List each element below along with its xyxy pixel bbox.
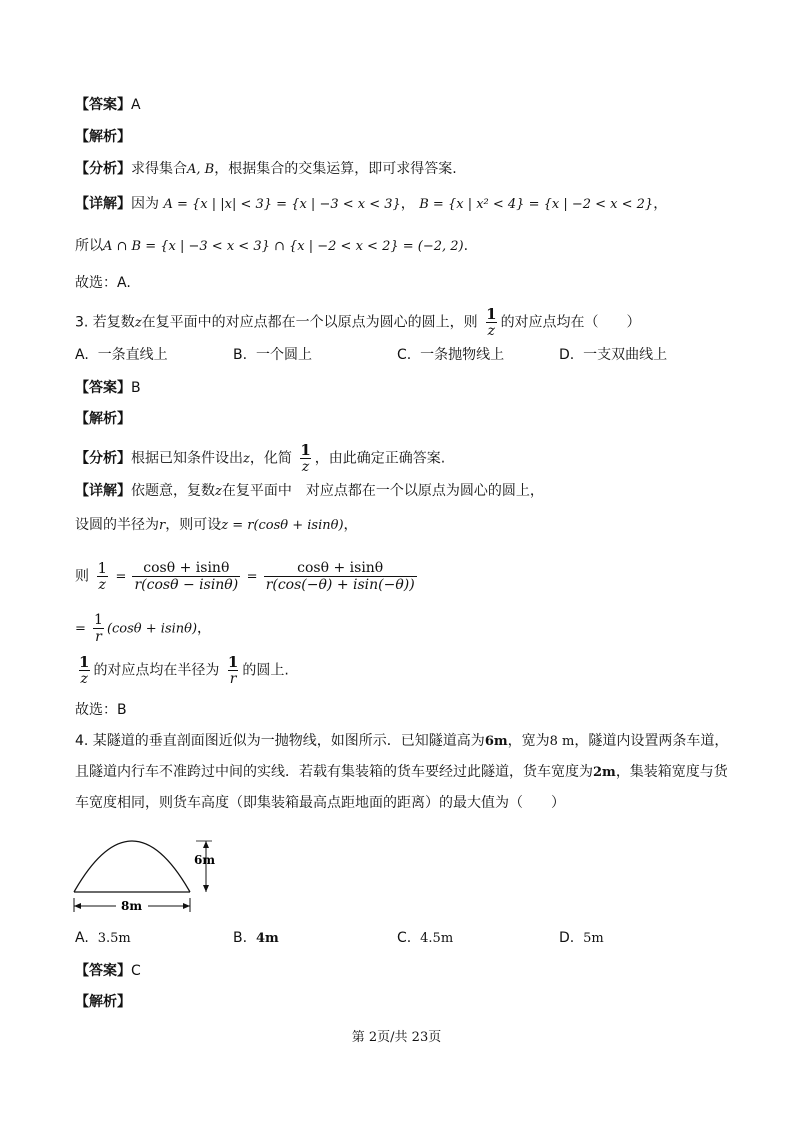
detail-label: 【详解】 [75, 196, 131, 212]
q4-stem-c: ，隧道内设置两条车道， [574, 733, 729, 749]
set-a-expression: A = {x | |x| < 3} = {x | −3 < x < 3} [163, 197, 401, 212]
q4-analysis-line [75, 992, 131, 1012]
answer-label: 【答案】 [75, 97, 131, 113]
q3-option-c: C. 一条抛物线上 [397, 347, 505, 363]
parabola-arch [74, 841, 190, 892]
radius-b: ，则可设 [165, 517, 222, 533]
fenxi-z: z [243, 451, 250, 467]
q2-answer-line [75, 95, 141, 115]
q2-analysis-line [75, 127, 131, 147]
q3-equation-line: 则 $\frac{1}{z}$ = $\frac{\cos\theta + isin\theta}{r(\cos\theta - isin\theta)}$ = $\frac{\cos\theta + isin\theta}{r(\cos(-\theta) + isin(-\theta))}$ [75, 559, 415, 593]
q4-option-c: C. 4.5m [397, 930, 454, 946]
answer-value: A [131, 97, 141, 113]
z-polar-expression: z = r(cosθ + isinθ) [221, 518, 344, 533]
eq1-fraction: $\frac{\cos\theta + isin\theta}{r(\cos\theta - isin\theta)}$ [134, 560, 239, 593]
intersection-expression: A ∩ B = {x | −3 < x < 3} ∩ {x | −2 < x < 2} = (−2, 2) [103, 239, 464, 254]
q3-choose-line [75, 700, 127, 720]
detail-z: z [215, 484, 222, 499]
radius-fraction: $\frac{1}{r}$ [227, 653, 239, 687]
detail-sep: ， [400, 196, 415, 212]
analysis-label: 【解析】 [75, 129, 131, 145]
q3-fenxi-line [75, 442, 445, 475]
q4-height: 6m [484, 734, 508, 749]
height-label: 6m [194, 853, 216, 867]
conclusion-fraction: $\frac{1}{z}$ [79, 653, 90, 687]
q2-so-line [75, 236, 468, 257]
q2-choose-line [75, 273, 131, 293]
q4-stem-a: 4. 某隧道的垂直剖面图近似为一抛物线，如图所示．已知隧道高为 [75, 733, 485, 749]
detail-a: 依题意，复数 [131, 483, 215, 499]
q3-answer-line [75, 378, 141, 398]
q3-stem-a: 3. 若复数 [75, 314, 135, 331]
set-b-expression: B = {x | x² < 4} = {x | −2 < x < 2} [419, 197, 654, 212]
so-end: . [463, 238, 469, 254]
answer-value: B [131, 380, 141, 396]
fenxi-label: 【分析】 [75, 450, 131, 467]
q4-truck-width: 2m [593, 765, 616, 780]
q3-option-d: D. 一支双曲线上 [559, 347, 668, 363]
q4-stem-b: ，宽为 [507, 733, 550, 749]
q4-option-d: D. 5m [559, 930, 604, 946]
q4-option-a: A. 3.5m [75, 930, 131, 946]
analysis-label: 【解析】 [75, 994, 131, 1010]
q2-fenxi-line [75, 159, 457, 180]
detail-end: ， [653, 196, 668, 212]
result-end: ， [197, 620, 212, 637]
tunnel-parabola-figure [66, 820, 226, 920]
radius-a: 设圆的半径为 [75, 517, 159, 533]
lhs-fraction: $\frac{1}{z}$ [97, 559, 107, 593]
choose-text: 故选：B [75, 702, 127, 718]
choose-text: 故选：A. [75, 275, 131, 291]
q4-width: 8 m [549, 734, 575, 749]
then-text: 则 [75, 568, 89, 585]
detail-lead: 因为 [131, 196, 159, 212]
answer-label: 【答案】 [75, 963, 131, 979]
page-footer: 第 2页/共 23页 [351, 1030, 442, 1045]
analysis-label: 【解析】 [75, 411, 131, 427]
fenxi-sets: A, B [187, 162, 215, 177]
detail-b: 在复平面中 对应点都在一个以原点为圆心的圆上， [221, 483, 544, 499]
fenxi-c: ，由此确定正确答案. [314, 450, 446, 467]
q4-stem-d: 且隧道内行车不准跨过中间的实线．若载有集装箱的货车要经过此隧道，货车宽度为 [75, 764, 593, 780]
q3-analysis-line [75, 409, 131, 429]
q3-stem-z: z [134, 315, 142, 331]
q2-detail-line [75, 194, 667, 215]
fenxi-b: ，化简 [249, 450, 292, 467]
answer-label: 【答案】 [75, 380, 131, 396]
q3-stem [75, 306, 641, 339]
q3-option-a: A. 一条直线上 [75, 347, 168, 363]
conclusion-b: 的圆上. [242, 662, 289, 679]
conclusion-a: 的对应点均在半径为 [93, 662, 220, 679]
q4-stem-line-2 [75, 762, 728, 783]
eq2-fraction: $\frac{\cos\theta + isin\theta}{r(\cos(-\theta) + isin(-\theta))}$ [265, 560, 415, 593]
radius-r: r [159, 518, 166, 533]
q4-stem-line-3 [75, 793, 565, 813]
q4-stem-f: 车宽度相同，则货车高度（即集装箱最高点距地面的距离）的最大值为（ ） [75, 795, 565, 811]
detail-label: 【详解】 [75, 483, 131, 499]
result-expression: (cosθ + isinθ) [106, 621, 198, 637]
q4-option-b: B. 4m [233, 930, 279, 946]
q4-stem-line-1 [75, 731, 728, 752]
fenxi-rest: ，根据集合的交集运算，即可求得答案. [214, 161, 457, 177]
q4-answer-line [75, 961, 141, 981]
fenxi-text: 求得集合 [131, 161, 187, 177]
so-lead: 所以 [75, 238, 103, 254]
fenxi-fraction: $\frac{1}{z}$ [300, 441, 311, 475]
q3-conclusion-line [75, 654, 289, 687]
one-over-zbar-fraction: $\frac{1}{z}$ [486, 305, 497, 339]
fenxi-label: 【分析】 [75, 161, 131, 177]
q3-result-line: = $\frac{1}{r}$ (cosθ + isinθ)， [75, 612, 212, 645]
answer-value: C [131, 963, 141, 979]
q3-stem-c: 的对应点均在（ ） [500, 314, 641, 331]
q3-stem-b: 在复平面中的对应点都在一个以原点为圆心的圆上，则 [141, 314, 478, 331]
q3-radius-line [75, 515, 358, 536]
q3-option-b: B. 一个圆上 [233, 347, 312, 363]
width-label: 8m [121, 899, 143, 913]
q3-detail-line [75, 481, 544, 502]
q4-stem-e: ，集装箱宽度与货 [615, 764, 728, 780]
radius-end: ， [343, 517, 358, 533]
fenxi-a: 根据已知条件设出 [131, 450, 243, 467]
one-over-r-fraction: $\frac{1}{r}$ [94, 612, 103, 645]
